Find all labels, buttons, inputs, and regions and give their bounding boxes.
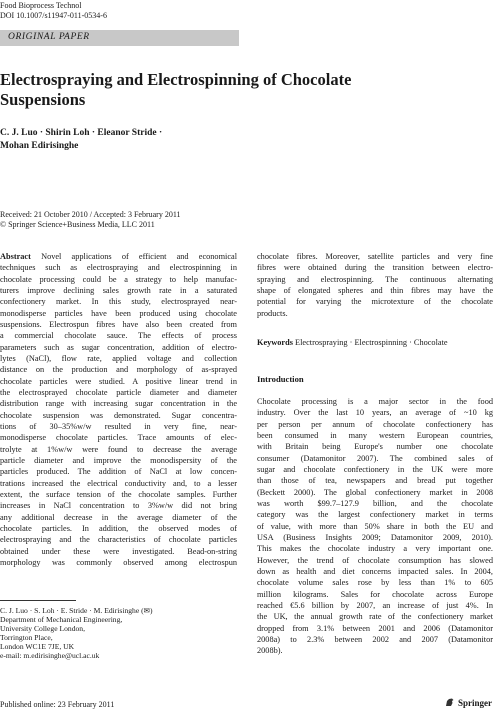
introduction-line: per person per annum of chocolate confectionery has xyxy=(257,419,493,429)
paper-title xyxy=(0,70,480,110)
abstract-line: any additional decrease in the average diameter of the xyxy=(0,512,237,522)
email-link[interactable]: e-mail: m.edirisinghe@ucl.ac.uk xyxy=(0,651,100,661)
introduction-line: 2008b). xyxy=(257,646,283,656)
introduction-line: sugar and chocolate confectionery in the UK were more xyxy=(257,464,493,474)
abstract-label: Abstract xyxy=(0,252,31,261)
author-line: Mohan Edirisinghe xyxy=(0,141,79,151)
introduction-line: industry. Over the last 10 years, an average of ~10 kg xyxy=(257,408,493,418)
abstract-line: chocolate fibres. Moreover, satellite particles and very fine xyxy=(257,252,493,261)
author-line: C. J. Luo · Shirin Loh · Eleanor Stride · xyxy=(0,128,163,138)
abstract-line: products. xyxy=(257,308,288,318)
introduction-line: than those of tea, newspapers and bread put together xyxy=(257,476,493,486)
abstract-line: chocolate particles were studied. A positive linear trend in xyxy=(0,376,237,386)
doi[interactable]: DOI 10.1007/s11947-011-0534-6 xyxy=(0,11,107,20)
abstract-line: distance on the production and morphology of as-sprayed xyxy=(0,365,237,375)
abstract xyxy=(0,251,237,568)
abstract-line: tions of 30–35%w/w resulted in very fine, near- xyxy=(0,421,237,431)
affiliation-line: London WC1E 7JE, UK xyxy=(0,642,75,652)
paper-title-line: Electrospraying and Electrospinning of Chocolate xyxy=(0,70,352,89)
introduction-line: Chocolate processing is a major sector in the food xyxy=(257,397,493,406)
abstract-line: chocolate suspension was demonstrated. Sugar concentra- xyxy=(0,410,237,420)
abstract-line: obtained under these were investigated. Bead-on-string xyxy=(0,546,237,556)
abstract-line xyxy=(0,251,237,262)
introduction-line: million kilograms. Sales for chocolate across Europe xyxy=(257,589,493,599)
affiliation-line: Torrington Place, xyxy=(0,633,53,643)
published-online: Published online: 23 February 2011 xyxy=(0,700,115,709)
abstract-continued xyxy=(257,251,493,319)
abstract-line: distribution range with increasing sugar concentration in the xyxy=(0,399,237,409)
introduction-line: category was the largest confectionery market in terms xyxy=(257,510,493,520)
abstract-line: shape of elongated spheres and thin fibres may have the xyxy=(257,285,493,295)
abstract-line: spraying and electrospinning. The continuous alternating xyxy=(257,274,493,284)
affiliation-line: C. J. Luo · S. Loh · E. Stride · M. Edirisinghe (✉) xyxy=(0,606,153,615)
introduction-line: (Beckett 2000). The global confectionery market in 2008 xyxy=(257,487,493,497)
abstract-line: turers improve declining sales growth rate in a saturated xyxy=(0,285,237,295)
keywords xyxy=(257,337,493,348)
introduction-line: reached €5.6 billion by 2007, an increase of just 4%. In xyxy=(257,600,493,610)
abstract-text: Novel applications of efficient and economical xyxy=(41,252,237,261)
affiliation xyxy=(0,606,237,661)
springer-horse-icon xyxy=(444,697,455,708)
abstract-line: increases in NaCl concentration to 3%w/w did not bring xyxy=(0,501,237,511)
introduction-line: However, the trend of chocolate consumption has slowed xyxy=(257,555,493,565)
introduction-line: 2008a) to 2.3% between 2002 and 2007 (Datamonitor xyxy=(257,634,493,644)
copyright-line: © Springer Science+Business Media, LLC 2011 xyxy=(0,220,155,229)
abstract-line: chocolate processing could be a strategy to help manufac- xyxy=(0,274,237,284)
abstract-line: monodisperse particles have been produced using chocolate xyxy=(0,308,237,318)
abstract-line: particle diameter and improve the monodispersity of the xyxy=(0,455,237,465)
abstract-line: parameters such as sugar concentration, addition of electro- xyxy=(0,342,237,352)
affiliation-line: University College London, xyxy=(0,624,85,634)
abstract-line: monodisperse chocolate particles. Trace amounts of elec- xyxy=(0,433,237,443)
abstract-line: trolyte at 1%w/w were found to decrease the average xyxy=(0,444,237,454)
section-label-band xyxy=(0,30,239,46)
abstract-line: fibres were obtained during the transition between electro- xyxy=(257,263,493,273)
introduction-line: been consumed in many western European countries, xyxy=(257,430,493,440)
affiliation-line: Department of Mechanical Engineering, xyxy=(0,615,123,625)
abstract-line: extent, the surface tension of the chocolate samples. Further xyxy=(0,489,237,499)
abstract-line: suspensions. Electrospun fibres have also been created from xyxy=(0,319,237,329)
abstract-line: lytes (NaCl), flow rate, applied voltage and collection xyxy=(0,353,237,363)
abstract-line: the electrosprayed chocolate particle diameter and diameter xyxy=(0,387,237,397)
author-list xyxy=(0,127,300,153)
keywords-label: Keywords xyxy=(257,338,293,347)
introduction-line: was worth $99.7–127.9 billion, and the chocolate xyxy=(257,498,493,508)
introduction-line: consumer (Datamonitor 2007). The combined sales of xyxy=(257,453,493,463)
abstract-line: techniques such as electrospraying and electrospinning in xyxy=(0,263,237,273)
paper-title-line: Suspensions xyxy=(0,90,86,109)
introduction-line: USA (Business Insights 2009; Datamonitor 2009, 2010). xyxy=(257,532,493,542)
publisher-name: Springer xyxy=(457,697,492,708)
introduction-body xyxy=(257,396,493,657)
footnote-rule xyxy=(0,600,76,601)
introduction-line: of value, with more than 50% share in both the EU and xyxy=(257,521,493,531)
abstract-line: particles produced. The addition of NaCl at low concen- xyxy=(0,467,237,477)
introduction-line: the UK, the annual growth rate of the confectionery market xyxy=(257,612,493,622)
introduction-line: dropped from 3.1% between 2001 and 2006 (Datamonitor xyxy=(257,623,493,633)
abstract-line: chocolate particles. In addition, the observed modes of xyxy=(0,523,237,533)
section-label: ORIGINAL PAPER xyxy=(8,32,90,42)
abstract-line: trations increased the electrical conductivity and, to a lesser xyxy=(0,478,237,488)
abstract-line: electrospraying and the characteristics of chocolate particles xyxy=(0,535,237,545)
keywords-text: Electrospraying · Electrospinning · Chocolate xyxy=(295,338,448,347)
introduction-line: down as health and diet concerns impacted sales. In 2004, xyxy=(257,566,493,576)
abstract-line: a commercial chocolate sauce. The effects of process xyxy=(0,331,237,341)
abstract-line: morphology was commonly observed among electrospun xyxy=(0,557,237,567)
section-heading-introduction: Introduction xyxy=(257,374,304,384)
abstract-line: confectionery market. In this study, electrosprayed near- xyxy=(0,297,237,307)
introduction-line: This makes the chocolate industry a very important one. xyxy=(257,544,493,554)
introduction-line: with Britain being Europe's number one chocolate xyxy=(257,442,493,452)
publisher-logo xyxy=(444,697,492,708)
journal-name: Food Bioprocess Technol xyxy=(0,1,82,10)
received-accepted: Received: 21 October 2010 / Accepted: 3 February 2011 xyxy=(0,210,181,219)
introduction-line: chocolate volume sales rose by less than 1% to 605 xyxy=(257,578,493,588)
abstract-line: potential for varying the microtexture of the chocolate xyxy=(257,297,493,307)
